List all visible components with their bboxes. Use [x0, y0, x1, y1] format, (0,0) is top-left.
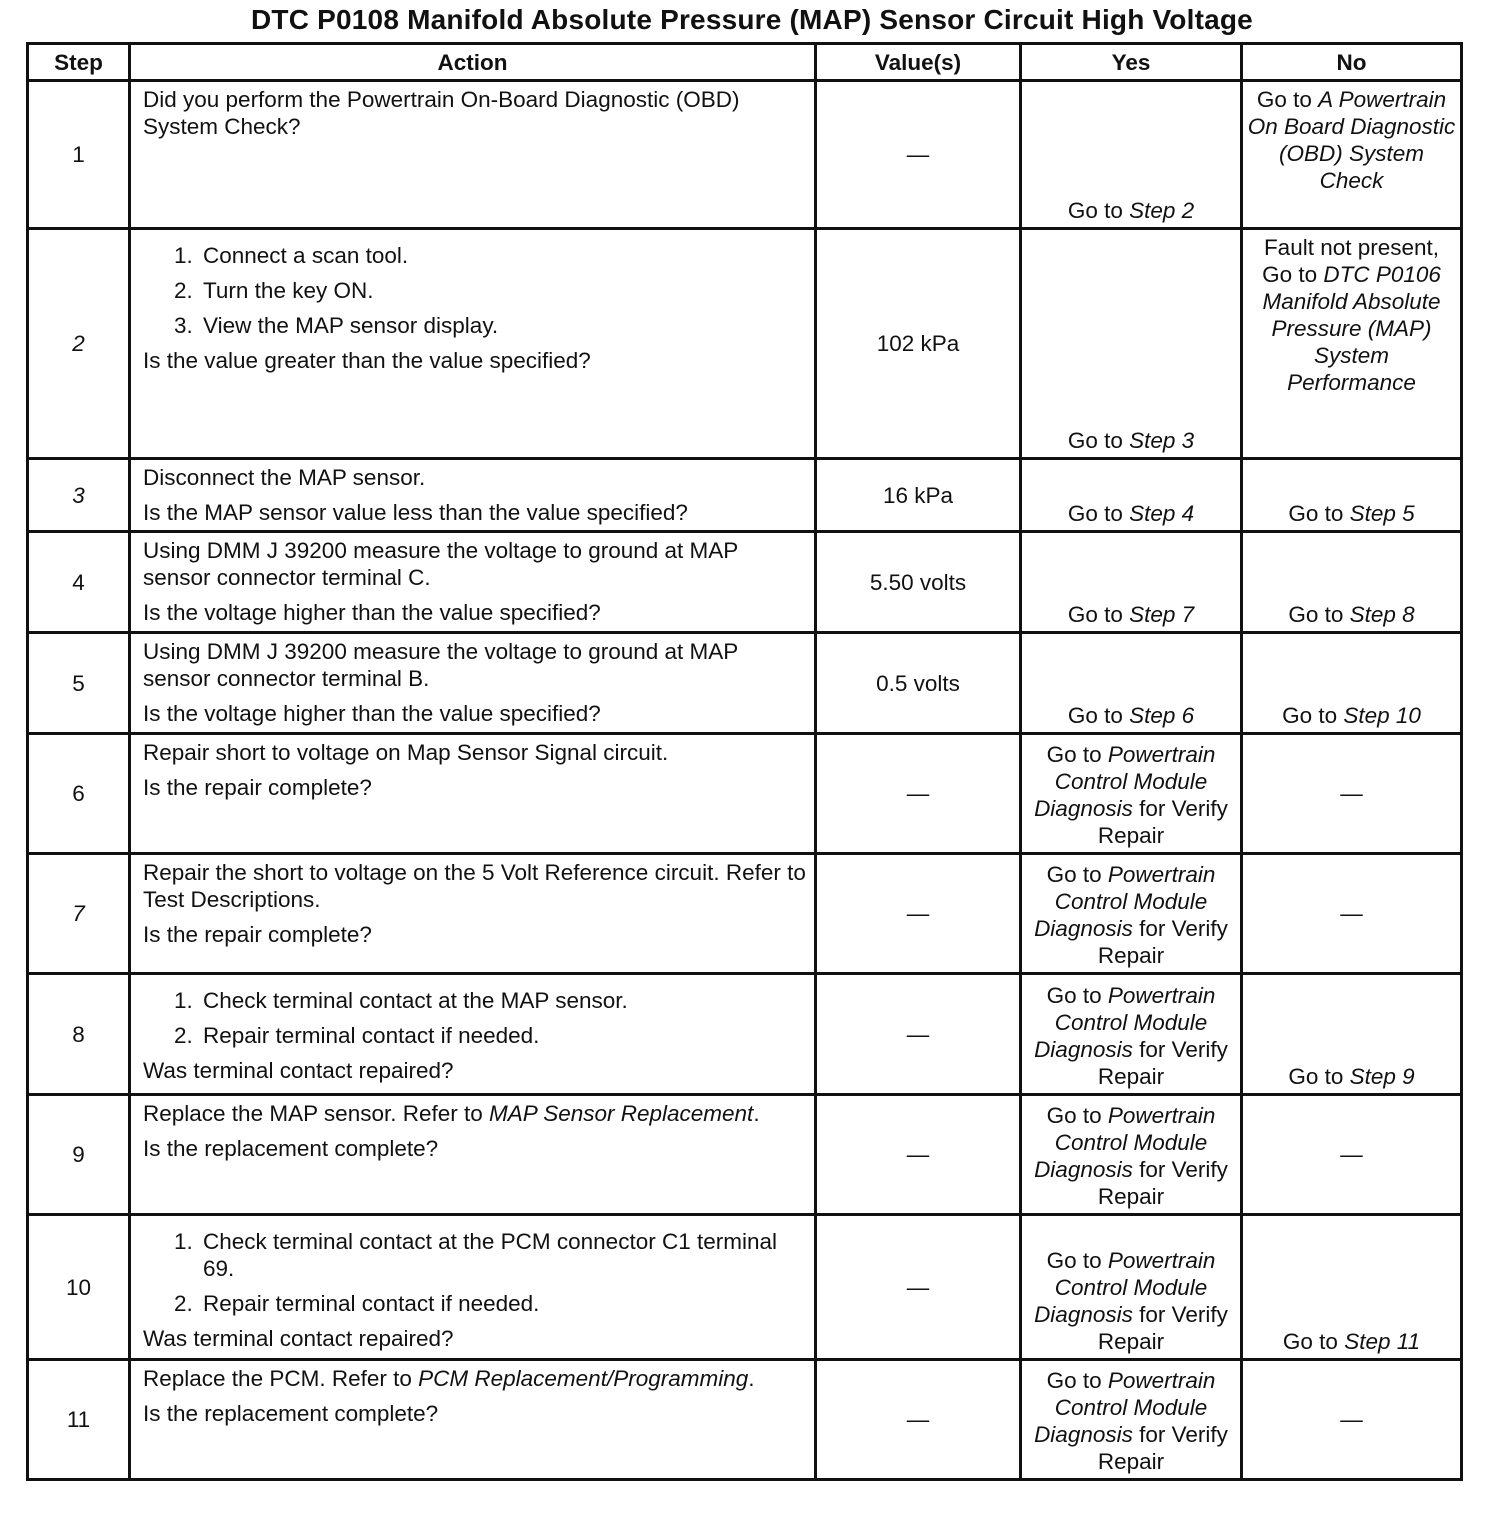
action-steps-list: [143, 242, 806, 339]
no-cell: [1242, 81, 1462, 229]
action-question: Is the voltage higher than the value specified?: [143, 600, 601, 625]
yes-prefix: Go to: [1067, 198, 1130, 223]
header-no: No: [1242, 44, 1462, 81]
action-step-item: 1. Check terminal contact at the PCM connector C1 terminal 69.: [199, 1228, 806, 1282]
no-prefix: Go to: [1256, 87, 1319, 112]
yes-cell: [1021, 633, 1242, 734]
yes-link[interactable]: Powertrain Control Module Diagnosis: [1034, 983, 1216, 1062]
header-action: Action: [130, 44, 816, 81]
yes-prefix: Go to: [1067, 602, 1130, 627]
yes-prefix: Go to: [1067, 501, 1130, 526]
action-question: Is the voltage higher than the value specified?: [143, 701, 601, 726]
step-number: 6: [28, 734, 130, 854]
action-text-tail: .: [753, 1101, 760, 1126]
yes-link[interactable]: Powertrain Control Module Diagnosis: [1034, 1248, 1216, 1327]
yes-cell: [1021, 734, 1242, 854]
value-cell: —: [816, 1095, 1021, 1215]
no-cell: —: [1242, 734, 1462, 854]
action-question: Was terminal contact repaired?: [143, 1058, 454, 1083]
table-row: [28, 633, 1462, 734]
table-row: [28, 974, 1462, 1095]
yes-link[interactable]: Powertrain Control Module Diagnosis: [1034, 862, 1216, 941]
action-cell: [130, 974, 816, 1095]
yes-suffix: for Verify Repair: [1097, 916, 1228, 968]
action-question: Is the replacement complete?: [143, 1136, 439, 1161]
yes-link[interactable]: Step 7: [1129, 602, 1195, 627]
value-cell: 0.5 volts: [816, 633, 1021, 734]
no-cell: —: [1242, 854, 1462, 974]
yes-link[interactable]: Powertrain Control Module Diagnosis: [1034, 742, 1216, 821]
yes-cell: [1021, 974, 1242, 1095]
yes-prefix: Go to: [1046, 1368, 1108, 1393]
action-text: [143, 1100, 806, 1127]
page-title: DTC P0108 Manifold Absolute Pressure (MAP) Sensor Circuit High Voltage: [251, 4, 1253, 35]
header-values: Value(s): [816, 44, 1021, 81]
action-cell: [130, 229, 816, 459]
step-number: 2: [28, 229, 130, 459]
value-cell: 102 kPa: [816, 229, 1021, 459]
yes-prefix: Go to: [1046, 983, 1108, 1008]
action-cell: [130, 1095, 816, 1215]
action-question: Was terminal contact repaired?: [143, 1326, 454, 1351]
yes-link[interactable]: Step 2: [1129, 198, 1195, 223]
action-text: Repair the short to voltage on the 5 Volt Reference circuit. Refer to Test Descriptions.: [143, 860, 806, 912]
yes-suffix: for Verify Repair: [1097, 796, 1228, 848]
no-prefix: Go to: [1288, 501, 1350, 526]
action-step-item: 2. Repair terminal contact if needed.: [199, 1022, 806, 1049]
no-cell: [1242, 532, 1462, 633]
step-number: 5: [28, 633, 130, 734]
yes-cell: [1021, 81, 1242, 229]
yes-prefix: Go to: [1067, 428, 1130, 453]
no-cell: [1242, 1215, 1462, 1360]
value-cell: —: [816, 81, 1021, 229]
step-number: 7: [28, 854, 130, 974]
table-row: [28, 532, 1462, 633]
action-question: Is the replacement complete?: [143, 1401, 439, 1426]
no-cell: —: [1242, 1095, 1462, 1215]
yes-prefix: Go to: [1046, 1248, 1108, 1273]
yes-cell: [1021, 532, 1242, 633]
no-cell: [1242, 459, 1462, 532]
action-cell: [130, 854, 816, 974]
action-text-lead: Replace the MAP sensor. Refer to: [143, 1101, 490, 1126]
yes-prefix: Go to: [1046, 742, 1108, 767]
table-row: [28, 1215, 1462, 1360]
no-link[interactable]: DTC P0106 Manifold Absolute Pressure (MAP) System Performance: [1262, 262, 1441, 395]
yes-suffix: for Verify Repair: [1097, 1157, 1228, 1209]
action-text: Disconnect the MAP sensor.: [143, 465, 426, 490]
step-number: 1: [28, 81, 130, 229]
value-cell: 16 kPa: [816, 459, 1021, 532]
no-cell: [1242, 633, 1462, 734]
action-step-item: 2. Repair terminal contact if needed.: [199, 1290, 806, 1317]
step-number: 3: [28, 459, 130, 532]
table-row: [28, 734, 1462, 854]
action-step-item: 1. Check terminal contact at the MAP sensor.: [199, 987, 806, 1014]
action-text-tail: .: [748, 1366, 755, 1391]
yes-cell: [1021, 1095, 1242, 1215]
action-text: [143, 1365, 806, 1392]
yes-suffix: for Verify Repair: [1097, 1302, 1228, 1354]
header-row: [28, 44, 1462, 81]
value-cell: —: [816, 1360, 1021, 1480]
no-cell: [1242, 229, 1462, 459]
value-cell: —: [816, 1215, 1021, 1360]
yes-link[interactable]: Powertrain Control Module Diagnosis: [1034, 1368, 1216, 1447]
action-cell: [130, 633, 816, 734]
table-row: [28, 1095, 1462, 1215]
action-text: Using DMM J 39200 measure the voltage to ground at MAP sensor connector terminal B.: [143, 639, 738, 691]
yes-link[interactable]: Step 4: [1129, 501, 1195, 526]
no-link[interactable]: Step 8: [1349, 602, 1415, 627]
table-row: [28, 459, 1462, 532]
yes-cell: [1021, 1360, 1242, 1480]
yes-cell: [1021, 459, 1242, 532]
yes-cell: [1021, 854, 1242, 974]
action-text: Repair short to voltage on Map Sensor Signal circuit.: [143, 740, 669, 765]
yes-cell: [1021, 229, 1242, 459]
diagnostic-table: [26, 42, 1463, 1481]
value-cell: —: [816, 854, 1021, 974]
yes-suffix: for Verify Repair: [1097, 1422, 1228, 1474]
no-cell: —: [1242, 1360, 1462, 1480]
no-prefix: Go to: [1288, 1064, 1350, 1089]
action-question: Is the repair complete?: [143, 922, 372, 947]
action-text: Using DMM J 39200 measure the voltage to ground at MAP sensor connector terminal C.: [143, 538, 738, 590]
action-steps-list: [143, 1228, 806, 1317]
no-link[interactable]: Step 10: [1343, 703, 1421, 728]
table-row: [28, 229, 1462, 459]
no-prefix: Go to: [1282, 703, 1344, 728]
action-cell: [130, 734, 816, 854]
table-row: [28, 854, 1462, 974]
step-number: 8: [28, 974, 130, 1095]
action-cell: [130, 532, 816, 633]
no-link[interactable]: Step 5: [1349, 501, 1415, 526]
no-prefix: Fault not present, Go to: [1262, 235, 1440, 287]
action-step-item: 3. View the MAP sensor display.: [199, 312, 806, 339]
yes-link[interactable]: Step 6: [1129, 703, 1195, 728]
step-number: 9: [28, 1095, 130, 1215]
action-text-lead: Replace the PCM. Refer to: [143, 1366, 419, 1391]
value-cell: —: [816, 734, 1021, 854]
action-steps-list: [143, 987, 806, 1049]
action-step-item: 2. Turn the key ON.: [199, 277, 806, 304]
yes-cell: [1021, 1215, 1242, 1360]
action-question: Is the value greater than the value specified?: [143, 348, 591, 373]
yes-prefix: Go to: [1067, 703, 1130, 728]
value-cell: 5.50 volts: [816, 532, 1021, 633]
action-reference-link[interactable]: MAP Sensor Replacement: [489, 1101, 754, 1126]
table-row: [28, 81, 1462, 229]
action-step-item: 1. Connect a scan tool.: [199, 242, 806, 269]
yes-link[interactable]: Step 3: [1129, 428, 1195, 453]
no-link[interactable]: Step 9: [1349, 1064, 1415, 1089]
yes-suffix: for Verify Repair: [1097, 1037, 1228, 1089]
action-question: Is the MAP sensor value less than the value specified?: [143, 500, 688, 525]
no-cell: [1242, 974, 1462, 1095]
action-cell: [130, 1215, 816, 1360]
action-reference-link[interactable]: PCM Replacement/Programming: [418, 1366, 749, 1391]
step-number: 11: [28, 1360, 130, 1480]
no-link[interactable]: Step 11: [1344, 1329, 1421, 1354]
yes-prefix: Go to: [1046, 1103, 1108, 1128]
table-row: [28, 1360, 1462, 1480]
action-question: Is the repair complete?: [143, 775, 372, 800]
step-number: 10: [28, 1215, 130, 1360]
value-cell: —: [816, 974, 1021, 1095]
action-cell: [130, 81, 816, 229]
yes-link[interactable]: Powertrain Control Module Diagnosis: [1034, 1103, 1216, 1182]
no-prefix: Go to: [1288, 602, 1350, 627]
action-cell: [130, 1360, 816, 1480]
step-number: 4: [28, 532, 130, 633]
yes-prefix: Go to: [1046, 862, 1108, 887]
action-cell: [130, 459, 816, 532]
action-text: Did you perform the Powertrain On-Board Diagnostic (OBD) System Check?: [143, 87, 740, 139]
no-prefix: Go to: [1282, 1329, 1345, 1354]
header-step: Step: [28, 44, 130, 81]
no-link[interactable]: A Powertrain On Board Diagnostic (OBD) System Check: [1247, 87, 1456, 193]
header-yes: Yes: [1021, 44, 1242, 81]
